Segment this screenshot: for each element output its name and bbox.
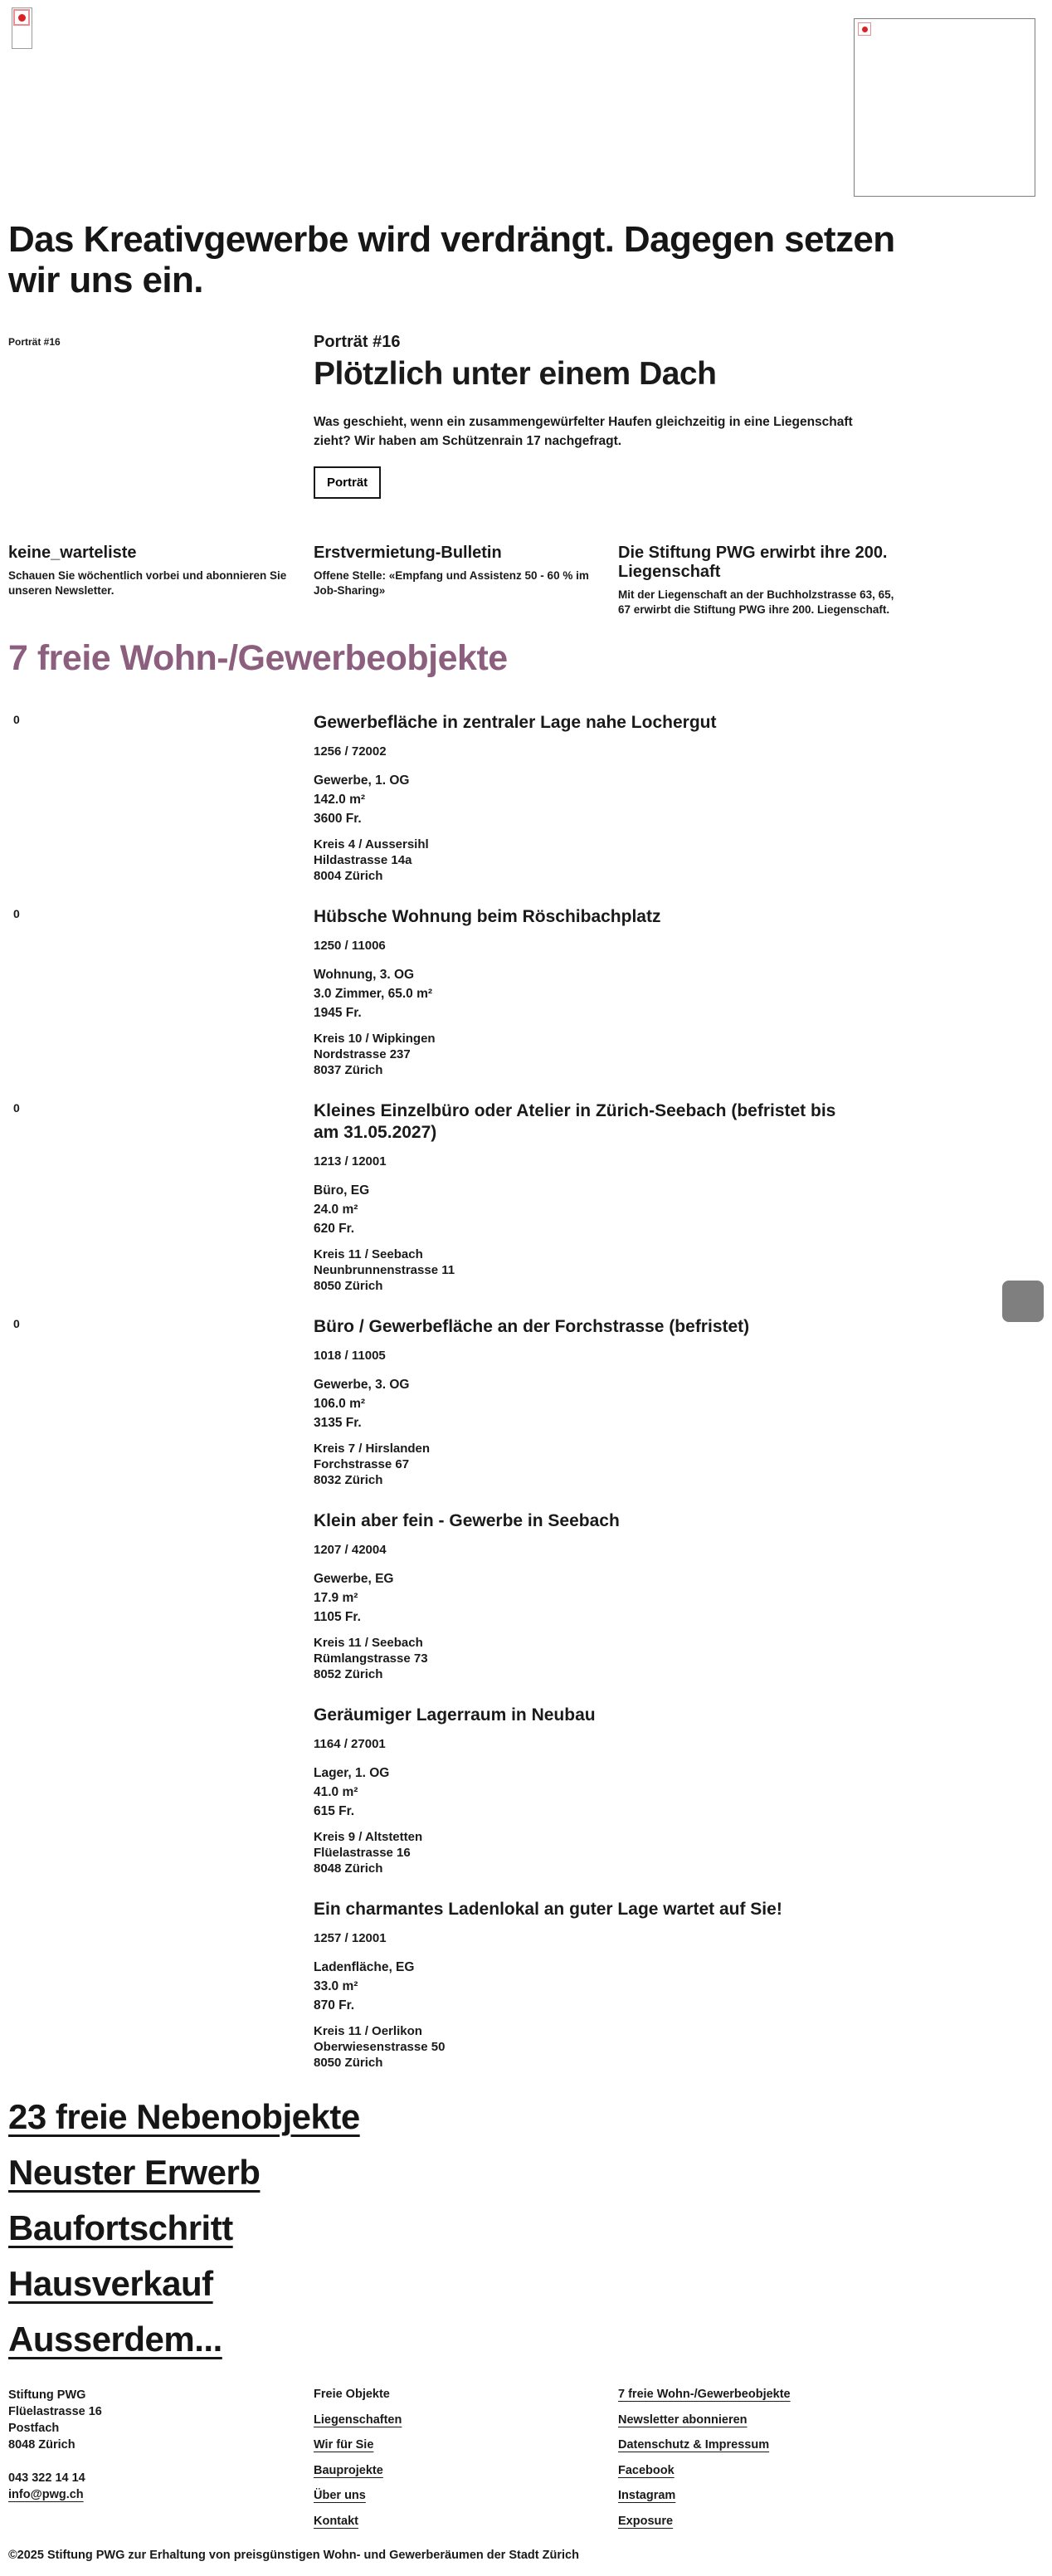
footer-link[interactable]: Über uns	[314, 2489, 366, 2502]
listing-address	[314, 837, 1044, 884]
listing-image-placeholder: 0	[13, 713, 20, 726]
listing-specs	[314, 1958, 1044, 2015]
news-column-body: Offene Stelle: «Empfang und Assistenz 50 - 60 % im Job-Sharing»	[314, 569, 589, 597]
listing-row[interactable]	[8, 1705, 1044, 1876]
listing-city: 8048 Zürich	[314, 1861, 383, 1876]
news-column-title: keine_warteliste	[8, 544, 137, 562]
listing-type: Wohnung, 3. OG	[314, 968, 415, 982]
portrait-teaser: Was geschieht, wenn ein zusammengewürfelter Haufen gleichzeitig in eine Liegenschaft zieht? Wir haben am Schützenrain 17 nachgefragt.	[314, 415, 853, 448]
news-column-body: Schauen Sie wöchentlich vorbei und abonnieren Sie unseren Newsletter.	[8, 569, 287, 597]
footer-email-link[interactable]: info@pwg.ch	[8, 2488, 84, 2501]
listing-row[interactable]	[8, 1100, 1044, 1294]
copyright-notice: ©2025 Stiftung PWG zur Erhaltung von preisgünstigen Wohn- und Gewerberäumen der Stadt Zürich	[8, 2549, 579, 2562]
listing-title: Kleines Einzelbüro oder Atelier in Zürich-Seebach (befristet bis am 31.05.2027)	[314, 1101, 836, 1142]
listing-title: Ein charmantes Ladenlokal an guter Lage wartet auf Sie!	[314, 1900, 782, 1919]
listing-city: 8032 Zürich	[314, 1473, 383, 1487]
section-link[interactable]: Neuster Erwerb	[8, 2153, 261, 2192]
listing-ref-number: 1256 / 72002	[314, 744, 387, 759]
footer-links-1	[314, 2413, 618, 2529]
listing-type: Gewerbe, EG	[314, 1572, 394, 1586]
listing-row[interactable]	[8, 906, 1044, 1078]
listing-image-placeholder: 0	[13, 907, 20, 920]
listing-type: Lager, 1. OG	[314, 1766, 390, 1780]
logo-image-placeholder[interactable]	[12, 7, 32, 49]
footer-link[interactable]: Kontakt	[314, 2514, 358, 2528]
listing-address	[314, 2023, 1044, 2071]
listing-city: 8037 Zürich	[314, 1063, 383, 1077]
listing-city: 8052 Zürich	[314, 1667, 383, 1681]
broken-image-dot-icon	[862, 27, 868, 32]
listing-details	[314, 1100, 1044, 1294]
listing-ref-number: 1018 / 11005	[314, 1349, 386, 1363]
footer-address	[8, 2387, 314, 2453]
listing-district: Kreis 4 / Aussersihl	[314, 837, 429, 851]
listing-district: Kreis 7 / Hirslanden	[314, 1442, 431, 1456]
listing-details	[314, 712, 1044, 884]
footer-address-line: Stiftung PWG	[8, 2388, 86, 2402]
footer-address-line: Flüelastrasse 16	[8, 2405, 102, 2418]
listing-title: Hübsche Wohnung beim Röschibachplatz	[314, 907, 661, 926]
listing-specs	[314, 1569, 1044, 1627]
listing-ref-number: 1164 / 27001	[314, 1737, 386, 1751]
listing-specs	[314, 1181, 1044, 1238]
footer-link[interactable]: Datenschutz & Impressum	[618, 2438, 770, 2452]
listing-specs	[314, 771, 1044, 828]
listing-price: 1105 Fr.	[314, 1610, 361, 1624]
listing-details	[314, 906, 1044, 1078]
portrait-content	[314, 333, 1044, 499]
listing-street: Neunbrunnenstrasse 11	[314, 1263, 455, 1277]
listing-size: 17.9 m²	[314, 1591, 358, 1605]
listing-street: Nordstrasse 237	[314, 1047, 411, 1061]
footer-address-line: Postfach	[8, 2422, 60, 2435]
listing-image-placeholder	[8, 1705, 314, 1876]
listing-city: 8050 Zürich	[314, 1279, 383, 1293]
listing-title: Geräumiger Lagerraum in Neubau	[314, 1705, 596, 1725]
portrait-side-label: Porträt #16	[8, 336, 61, 348]
footer-links-2	[618, 2387, 1044, 2529]
listing-type: Gewerbe, 1. OG	[314, 773, 410, 788]
listing-address	[314, 1441, 1044, 1488]
listing-specs	[314, 1375, 1044, 1432]
listing-image-placeholder	[8, 1899, 314, 2071]
listing-price: 3600 Fr.	[314, 812, 362, 826]
listing-row[interactable]	[8, 712, 1044, 884]
listing-street: Rümlangstrasse 73	[314, 1651, 428, 1666]
hero-image-placeholder[interactable]	[854, 18, 1035, 197]
footer-address-line: 8048 Zürich	[8, 2438, 75, 2452]
footer	[8, 2387, 1044, 2539]
listing-title: Gewerbefläche in zentraler Lage nahe Lochergut	[314, 713, 717, 732]
listing-price: 1945 Fr.	[314, 1006, 362, 1020]
footer-nav-column-2	[618, 2387, 1044, 2539]
footer-link[interactable]: Facebook	[618, 2463, 675, 2477]
listing-price: 3135 Fr.	[314, 1416, 362, 1430]
listing-specs	[314, 1764, 1044, 1821]
listing-row[interactable]	[8, 1510, 1044, 1682]
listing-district: Kreis 9 / Altstetten	[314, 1830, 423, 1844]
listing-type: Gewerbe, 3. OG	[314, 1378, 410, 1392]
footer-link[interactable]: 7 freie Wohn-/Gewerbeobjekte	[618, 2388, 791, 2401]
listing-size: 33.0 m²	[314, 1979, 358, 1993]
footer-link[interactable]: Instagram	[618, 2489, 676, 2502]
listing-details	[314, 1899, 1044, 2071]
listing-address	[314, 1829, 1044, 1876]
footer-link[interactable]: Bauprojekte	[314, 2463, 383, 2477]
listing-image-placeholder	[8, 1510, 314, 1682]
news-column[interactable]	[618, 544, 1044, 617]
listing-address	[314, 1247, 1044, 1294]
listing-street: Forchstrasse 67	[314, 1457, 410, 1471]
news-column-body: Mit der Liegenschaft an der Buchholzstrasse 63, 65, 67 erwirbt die Stiftung PWG ihre 200. Liegenschaft.	[618, 588, 894, 616]
listing-image-placeholder: 0	[13, 1101, 20, 1115]
page-headline: Das Kreativgewerbe wird verdrängt. Dagegen setzen wir uns ein.	[8, 219, 895, 300]
listing-ref-number: 1207 / 42004	[314, 1543, 387, 1557]
listing-image-placeholder: 0	[13, 1317, 20, 1330]
listing-size: 142.0 m²	[314, 793, 366, 807]
listing-title: Klein aber fein - Gewerbe in Seebach	[314, 1511, 620, 1530]
listing-ref-number: 1213 / 12001	[314, 1154, 387, 1168]
listing-street: Oberwiesenstrasse 50	[314, 2040, 446, 2054]
listing-size: 106.0 m²	[314, 1397, 366, 1411]
news-column[interactable]	[314, 544, 618, 617]
listing-address	[314, 1635, 1044, 1682]
listing-size: 41.0 m²	[314, 1785, 358, 1799]
listing-street: Flüelastrasse 16	[314, 1846, 411, 1860]
listing-city: 8050 Zürich	[314, 2056, 383, 2070]
portrait-title: Plötzlich unter einem Dach	[314, 356, 717, 392]
listing-price: 620 Fr.	[314, 1222, 355, 1236]
news-row	[8, 544, 1044, 617]
listing-details	[314, 1316, 1044, 1488]
portrait-kicker: Porträt #16	[314, 333, 401, 351]
listing-district: Kreis 11 / Oerlikon	[314, 2024, 422, 2038]
footer-link[interactable]: Wir für Sie	[314, 2438, 374, 2452]
listing-ref-number: 1257 / 12001	[314, 1931, 387, 1945]
section-link[interactable]: 23 freie Nebenobjekte	[8, 2097, 360, 2136]
listing-row[interactable]	[8, 1316, 1044, 1488]
listing-type: Büro, EG	[314, 1183, 370, 1198]
listing-price: 615 Fr.	[314, 1804, 355, 1818]
broken-image-dot-icon	[18, 14, 26, 22]
news-column-title: Die Stiftung PWG erwirbt ihre 200. Liegenschaft	[618, 544, 888, 581]
news-column-title: Erstvermietung-Bulletin	[314, 544, 502, 562]
footer-link[interactable]: Exposure	[618, 2514, 674, 2528]
listing-district: Kreis 11 / Seebach	[314, 1247, 423, 1261]
section-link[interactable]: Ausserdem...	[8, 2320, 222, 2359]
listing-street: Hildastrasse 14a	[314, 853, 412, 867]
listings-heading: 7 freie Wohn-/Gewerbeobjekte	[8, 638, 508, 678]
portrait-button[interactable]: Porträt	[314, 466, 381, 499]
listing-title: Büro / Gewerbefläche an der Forchstrasse (befristet)	[314, 1317, 750, 1336]
section-links	[8, 2098, 921, 2376]
scroll-indicator[interactable]	[1002, 1281, 1044, 1322]
listing-row[interactable]	[8, 1899, 1044, 2071]
portrait-section	[8, 333, 1044, 499]
footer-phone: 043 322 14 14	[8, 2471, 85, 2485]
footer-nav-column-1	[314, 2387, 618, 2539]
footer-address-column	[8, 2387, 314, 2539]
listing-district: Kreis 10 / Wipkingen	[314, 1032, 436, 1046]
listing-specs	[314, 965, 1044, 1022]
section-link[interactable]: Hausverkauf	[8, 2264, 213, 2303]
listings-section	[8, 712, 1044, 2093]
footer-link[interactable]: Newsletter abonnieren	[618, 2413, 748, 2427]
listing-size: 24.0 m²	[314, 1203, 358, 1217]
listing-details	[314, 1705, 1044, 1876]
section-link[interactable]: Baufortschritt	[8, 2208, 233, 2247]
listing-city: 8004 Zürich	[314, 869, 383, 883]
news-column[interactable]	[8, 544, 314, 617]
listing-ref-number: 1250 / 11006	[314, 939, 386, 953]
listing-price: 870 Fr.	[314, 1998, 355, 2013]
listing-type: Ladenfläche, EG	[314, 1960, 415, 1974]
broken-image-icon	[13, 9, 30, 26]
footer-link[interactable]: Liegenschaften	[314, 2413, 402, 2427]
listing-details	[314, 1510, 1044, 1682]
listing-district: Kreis 11 / Seebach	[314, 1636, 423, 1650]
broken-image-icon	[858, 22, 871, 36]
listing-size: 3.0 Zimmer, 65.0 m²	[314, 987, 433, 1001]
footer-col-header: Freie Objekte	[314, 2388, 390, 2401]
listing-address	[314, 1031, 1044, 1078]
